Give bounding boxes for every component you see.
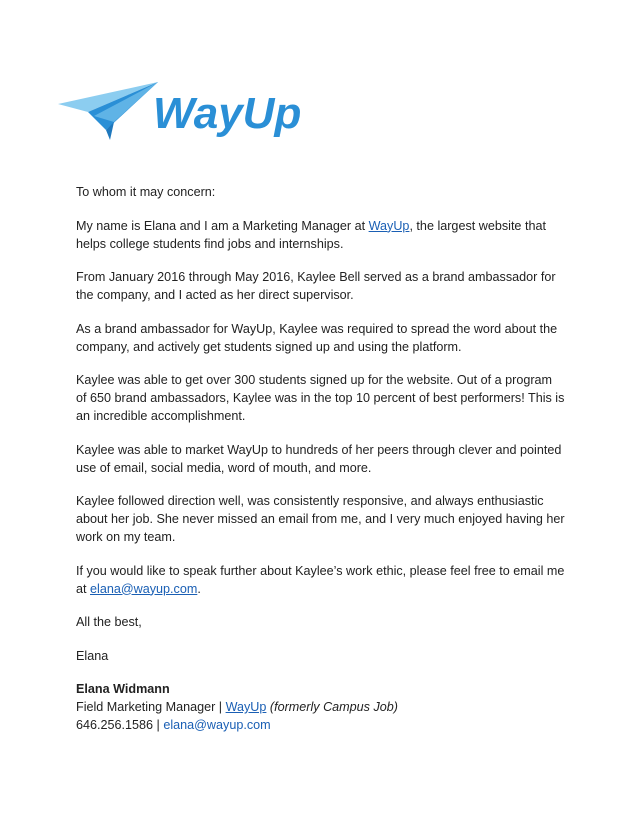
paragraph-intro: [76, 217, 566, 253]
wayup-logo: [58, 82, 303, 144]
intro-text: My name is Elana and I am a Marketing Manager at: [76, 218, 369, 233]
paragraph-work-ethic: Kaylee followed direction well, was consistently responsive, and always enthusiastic about her job. She never missed an email from me, and I very much enjoyed having her work on my team.: [76, 494, 565, 544]
letter-body: [76, 183, 566, 736]
greeting: To whom it may concern:: [76, 185, 216, 199]
logo-wordmark: WayUp: [153, 89, 302, 138]
signature-contact: [76, 716, 566, 734]
closing: All the best,: [76, 615, 142, 629]
contact-text-end: .: [197, 581, 201, 596]
wayup-link[interactable]: WayUp: [368, 218, 410, 233]
signature-title-text: Field Marketing Manager |: [76, 700, 226, 714]
signature-email-link[interactable]: elana@wayup.com: [163, 718, 271, 732]
signature-name: Elana Widmann: [76, 682, 170, 696]
paragraph-dates: From January 2016 through May 2016, Kaylee Bell served as a brand ambassador for the company, and I acted as her direct supervisor.: [76, 270, 556, 302]
signature-phone: 646.256.1586: [76, 718, 154, 732]
signature-title: [76, 698, 566, 716]
paper-plane-logo-icon: [58, 82, 303, 144]
signature-note: (formerly Campus Job): [269, 700, 398, 714]
paragraph-contact: [76, 562, 566, 598]
signature-block: [76, 680, 566, 734]
first-name: Elana: [76, 648, 109, 663]
contact-text: If you would like to speak further about Kaylee’s work ethic, please feel free to email me at: [76, 563, 565, 596]
signature-wayup-link[interactable]: WayUp: [225, 700, 267, 714]
paragraph-marketing: Kaylee was able to market WayUp to hundreds of her peers through clever and pointed use of email, social media, word of mouth, and more.: [76, 442, 562, 475]
signature-separator: |: [153, 718, 164, 732]
paragraph-results: Kaylee was able to get over 300 students signed up for the website. Out of a program of 650 brand ambassadors, Kaylee was in the top 10 percent of best performers! This is an incredible accomplishment.: [76, 373, 565, 423]
email-link[interactable]: elana@wayup.com: [90, 581, 198, 596]
paragraph-role: As a brand ambassador for WayUp, Kaylee was required to spread the word about the company, and actively get students signed up and using the platform.: [76, 321, 558, 354]
intro-text-end: , the largest website that helps college students find jobs and internships.: [76, 218, 546, 251]
